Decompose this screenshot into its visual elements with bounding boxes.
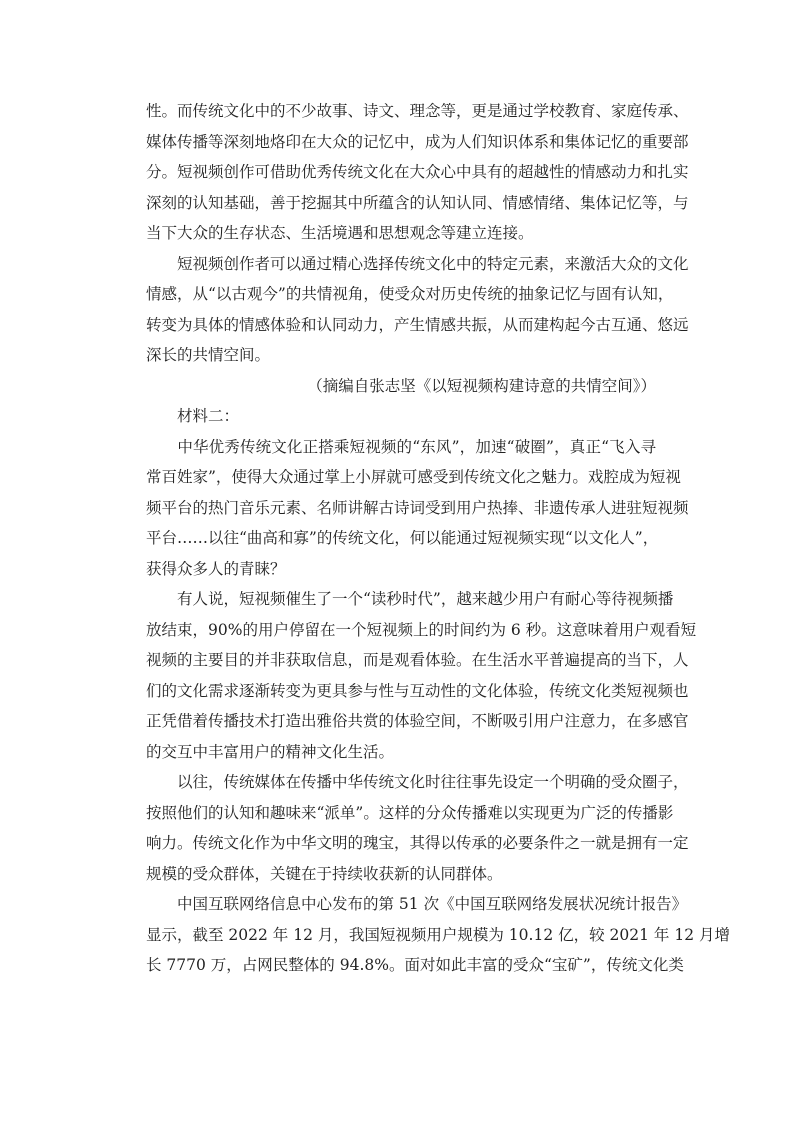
text-line: 显示，截至 2022 年 12 月，我国短视频用户规模为 10.12 亿，较 2021 年 12 月增	[146, 925, 730, 944]
paragraph	[146, 96, 689, 249]
text-line: 按照他们的认知和趣味来“派单”。这样的分众传播难以实现更为广泛的传播影	[146, 803, 674, 822]
text-line: 分。短视频创作可借助优秀传统文化在大众心中具有的超越性的情感动力和扎实	[146, 163, 689, 181]
text-line: 规模的受众群体，关键在于持续收获新的认同群体。	[146, 864, 503, 883]
text-line: 中华优秀传统文化正搭乘短视频的“东风”，加速“破圈”，真正“飞入寻	[146, 437, 656, 456]
text-line: 的交互中丰富用户的精神文化生活。	[146, 742, 395, 761]
text-line: 长 7770 万，占网民整体的 94.8%。面对如此丰富的受众“宝矿”，传统文化类	[146, 956, 684, 974]
text-line: 当下大众的生存状态、生活境遇和思想观念等建立连接。	[146, 224, 534, 242]
text-line: 响力。传统文化作为中华文明的瑰宝，其得以传承的必要条件之一就是拥有一定	[146, 834, 689, 852]
text-line: 以往，传统媒体在传播中华传统文化时往往事先设定一个明确的受众圈子，	[146, 773, 689, 791]
paragraph	[146, 889, 730, 981]
paragraph	[146, 767, 689, 889]
text-line: 中国互联网络信息中心发布的第 51 次《中国互联网络发展状况统计报告》	[146, 895, 688, 913]
text-line: 正凭借着传播技术打造出雅俗共赏的体验空间，不断吸引用户注意力，在多感官	[146, 712, 689, 730]
paragraph	[146, 584, 697, 767]
text-line: 常百姓家”，使得大众通过掌上小屏就可感受到传统文化之魅力。戏腔成为短视	[146, 468, 681, 486]
paragraph	[146, 432, 689, 585]
citation: （摘编自张志坚《以短视频构建诗意的共情空间》）	[307, 376, 656, 395]
text-line: 深长的共情空间。	[146, 346, 271, 364]
text-line: 性。而传统文化中的不少故事、诗文、理念等，更是通过学校教育、家庭传承、	[146, 102, 689, 120]
text-line: 获得众多人的青睐？	[146, 559, 286, 578]
text-line: 视频的主要目的并非获取信息，而是观看体验。在生活水平普遍提高的当下，人	[146, 651, 689, 669]
text-line: 媒体传播等深刻地烙印在大众的记忆中，成为人们知识体系和集体记忆的重要部	[146, 132, 689, 151]
text-line: 放结束，90%的用户停留在一个短视频上的时间约为 6 秒。这意味着用户观看短	[146, 620, 697, 639]
text-line: 转变为具体的情感体验和认同动力，产生情感共振，从而建构起今古互通、悠远	[146, 315, 689, 334]
document-page	[146, 96, 730, 981]
text-line: 情感，从“以古观今”的共情视角，使受众对历史传统的抽象记忆与固有认知，	[146, 285, 674, 303]
text-line: 平台……以往“曲高和寡”的传统文化，何以能通过短视频实现“以文化人”，	[146, 529, 659, 547]
text-line: 短视频创作者可以通过精心选择传统文化中的特定元素，来激活大众的文化	[146, 254, 689, 273]
text-line: 们的文化需求逐渐转变为更具参与性与互动性的文化体验，传统文化类短视频也	[146, 681, 689, 700]
text-line: 深刻的认知基础，善于挖掘其中所蕴含的认知认同、情感情绪、集体记忆等，与	[146, 193, 689, 212]
text-line: 有人说，短视频催生了一个“读秒时代”，越来越少用户有耐心等待视频播	[146, 590, 674, 608]
text-line: 频平台的热门音乐元素、名师讲解古诗词受到用户热捧、非遗传承人进驻短视频	[146, 498, 689, 517]
paragraph	[146, 249, 689, 371]
section-label: 材料二：	[146, 407, 240, 425]
